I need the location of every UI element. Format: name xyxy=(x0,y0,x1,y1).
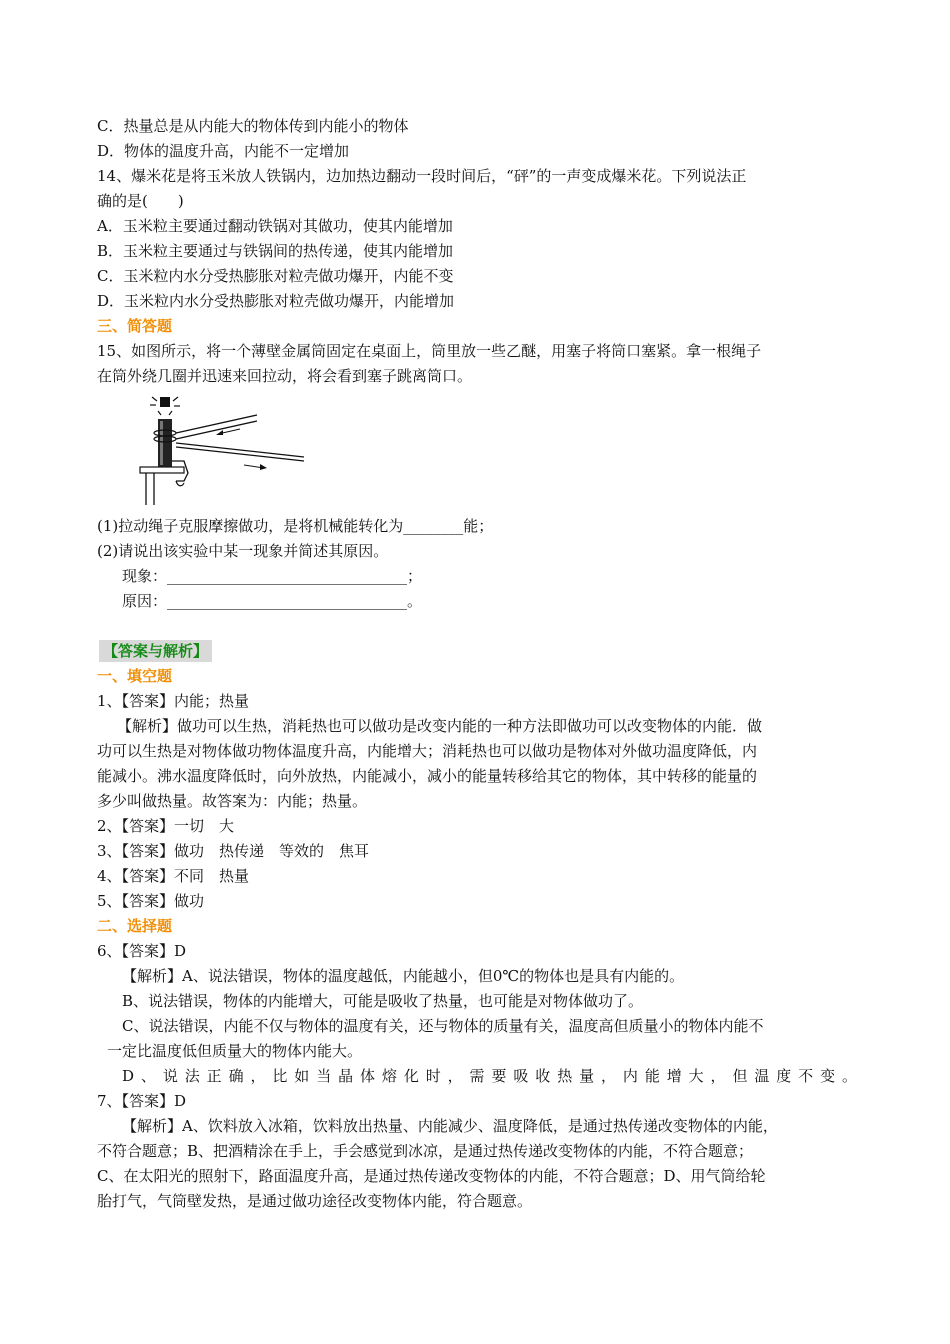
q14-option-c: C．玉米粒内水分受热膨胀对粒壳做功爆开，内能不变 xyxy=(97,267,454,285)
q13-option-d: D．物体的温度升高，内能不一定增加 xyxy=(97,142,350,160)
document-content xyxy=(97,114,857,1214)
a4-answer: 4、【答案】不同 热量 xyxy=(97,867,250,885)
a6-analysis-line1: 【解析】A、说法错误，物体的温度越低，内能越小，但0℃的物体也是具有内能的。 xyxy=(122,967,685,985)
q15-stem-line1: 15、如图所示，将一个薄壁金属筒固定在桌面上，筒里放一些乙醚，用塞子将筒口塞紧。拿一根绳子 xyxy=(97,342,762,360)
a6-answer: 6、【答案】D xyxy=(97,942,187,960)
a1-analysis-line4: 多少叫做热量。故答案为：内能；热量。 xyxy=(97,792,368,810)
q13-option-c: C．热量总是从内能大的物体传到内能小的物体 xyxy=(97,117,409,135)
a2-answer: 2、【答案】一切 大 xyxy=(97,817,235,835)
a3-answer: 3、【答案】做功 热传递 等效的 焦耳 xyxy=(97,842,370,860)
q14-option-d: D．玉米粒内水分受热膨胀对粒壳做功爆开，内能增加 xyxy=(97,292,455,310)
a1-analysis-line1: 【解析】做功可以生热，消耗热也可以做功是改变内能的一种方法即做功可以改变物体的内能．做 xyxy=(117,717,763,735)
rope-lower xyxy=(176,443,304,457)
q14-option-b: B．玉米粒主要通过与铁锅间的热传递，使其内能增加 xyxy=(97,242,454,260)
q15-stem-line2: 在筒外绕几圈并迅速来回拉动，将会看到塞子跳离筒口。 xyxy=(97,367,473,385)
q14-stem-line1: 14、爆米花是将玉米放人铁锅内，边加热边翻动一段时间后，“砰”的一声变成爆米花。下列说法正 xyxy=(97,167,747,185)
table-top-icon xyxy=(140,467,184,473)
q15-phenomenon-blank: 现象：________________________________； xyxy=(122,567,423,585)
q15-part1: (1)拉动绳子克服摩擦做功，是将机械能转化为________能； xyxy=(97,517,494,535)
q15-part2: (2)请说出该实验中某一现象并简述其原因。 xyxy=(97,542,389,560)
answers-heading: 【答案与解析】 xyxy=(99,640,212,662)
a1-answer: 1、【答案】内能；热量 xyxy=(97,692,250,710)
stopper-icon xyxy=(160,397,170,407)
a7-analysis-line2: 不符合题意；B、把酒精涂在手上，手会感觉到冰凉，是通过热传递改变物体的内能，不符合题意； xyxy=(97,1142,754,1160)
a1-analysis-line3: 能减小。沸水温度降低时，向外放热，内能减小，减小的能量转移给其它的物体，其中转移的能量的 xyxy=(97,767,758,785)
q14-option-a: A．玉米粒主要通过翻动铁锅对其做功，使其内能增加 xyxy=(97,217,453,235)
a7-analysis-line3: C、在太阳光的照射下，路面温度升高，是通过热传递改变物体的内能，不符合题意；D、用气筒给轮 xyxy=(97,1167,766,1185)
a6-analysis-line5: D、说法正确，比如当晶体熔化时，需要吸收热量，内能增大，但温度不变。 xyxy=(122,1067,857,1085)
a5-answer: 5、【答案】做功 xyxy=(97,892,205,910)
a1-analysis-line2: 功可以生热是对物体做功物体温度升高，内能增大；消耗热也可以做功是物体对外做功温度降低，内 xyxy=(97,742,758,760)
section-title-short-answer: 三、简答题 xyxy=(97,317,173,335)
section-title-choice: 二、选择题 xyxy=(97,917,173,935)
a6-analysis-line2: B、说法错误，物体的内能增大，可能是吸收了热量，也可能是对物体做功了。 xyxy=(122,992,644,1010)
a6-analysis-line4: 一定比温度低但质量大的物体内能大。 xyxy=(107,1042,363,1060)
q14-stem-line2: 确的是( ) xyxy=(97,192,184,210)
q15-reason-blank: 原因：________________________________。 xyxy=(122,592,423,610)
a7-answer: 7、【答案】D xyxy=(97,1092,187,1110)
a7-analysis-line1: 【解析】A、饮料放入冰箱，饮料放出热量、内能减少、温度降低，是通过热传递改变物体的内能， xyxy=(122,1117,778,1135)
section-title-fill-blank: 一、填空题 xyxy=(97,667,173,685)
a6-analysis-line3: C、说法错误，内能不仅与物体的温度有关，还与物体的质量有关，温度高但质量小的物体内能不 xyxy=(122,1017,764,1035)
metal-tube-rope-diagram xyxy=(132,393,307,508)
a7-analysis-line4: 胎打气，气筒壁发热，是通过做功途径改变物体内能，符合题意。 xyxy=(97,1192,533,1210)
experiment-figure xyxy=(132,393,307,508)
